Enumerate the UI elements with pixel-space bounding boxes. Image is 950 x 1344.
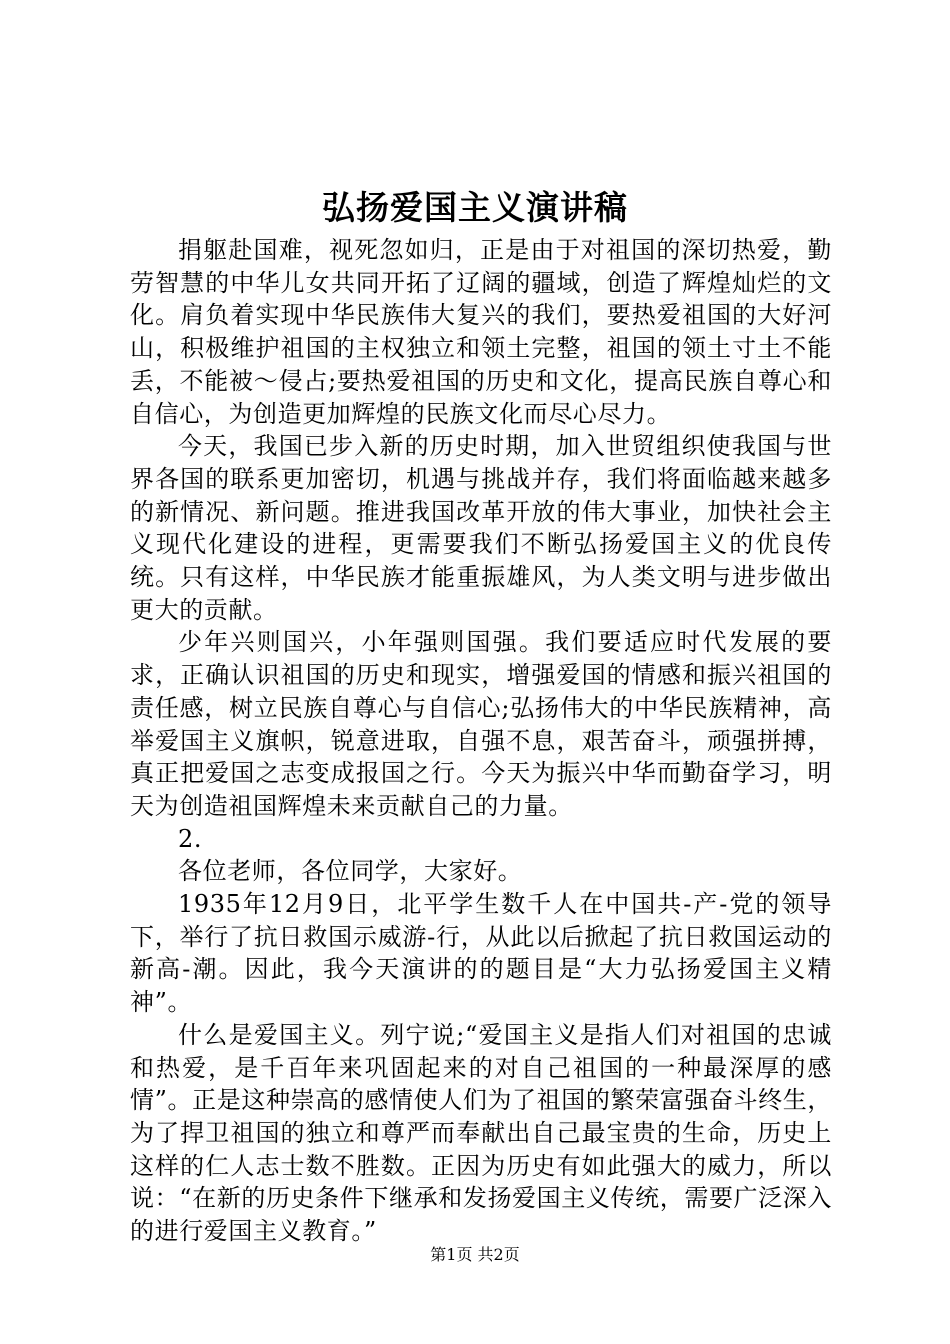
document-title: 弘扬爱国主义演讲稿	[322, 188, 628, 227]
paragraph: 捐躯赴国难，视死忽如归，正是由于对祖国的深切热爱，勤劳智慧的中华儿女共同开拓了辽阔的疆域，创造了辉煌灿烂的文化。肩负着实现中华民族伟大复兴的我们，要热爱祖国的大好河山，积极维护祖国的主权独立和领土完整，祖国的领土寸土不能丢，不能被～侵占;要热爱祖国的历史和文化，提高民族自尊心和自信心，为创造更加辉煌的民族文化而尽心尽力。	[130, 236, 832, 428]
paragraph: 1935年12月9日，北平学生数千人在中国共-产-党的领导下，举行了抗日救国示威游-行，从此以后掀起了抗日救国运动的新高-潮。因此，我今天演讲的的题目是“大力弘扬爱国主义精神”。	[130, 890, 832, 1017]
paragraph: 今天，我国已步入新的历史时期，加入世贸组织使我国与世界各国的联系更加密切，机遇与挑战并存，我们将面临越来越多的新情况、新问题。推进我国改革开放的伟大事业，加快社会主义现代化建设的进程，更需要我们不断弘扬爱国主义的优良传统。只有这样，中华民族才能重振雄风，为人类文明与进步做出更大的贡献。	[130, 432, 832, 624]
paragraph: 什么是爱国主义。列宁说;“爱国主义是指人们对祖国的忠诚和热爱，是千百年来巩固起来的对自己祖国的一种最深厚的感情”。正是这种崇高的感情使人们为了祖国的繁荣富强奋斗终生，为了捍卫祖国的独立和尊严而奉献出自己最宝贵的生命，历史上这样的仁人志士数不胜数。正因为历史有如此强大的威力，所以说：“在新的历史条件下继承和发扬爱国主义传统，需要广泛深入的进行爱国主义教育。”	[130, 1020, 832, 1246]
greeting-paragraph: 各位老师，各位同学，大家好。	[178, 857, 523, 886]
document-body	[130, 234, 832, 1248]
section-number: 2.	[178, 824, 203, 853]
page-footer: 第1页 共2页	[430, 1245, 520, 1264]
paragraph: 少年兴则国兴，小年强则国强。我们要适应时代发展的要求，正确认识祖国的历史和现实，增强爱国的情感和振兴祖国的责任感，树立民族自尊心与自信心;弘扬伟大的中华民族精神，高举爱国主义旗帜，锐意进取，自强不息，艰苦奋斗，顽强拼搏，真正把爱国之志变成报国之行。今天为振兴中华而勤奋学习，明天为创造祖国辉煌未来贡献自己的力量。	[130, 628, 832, 820]
